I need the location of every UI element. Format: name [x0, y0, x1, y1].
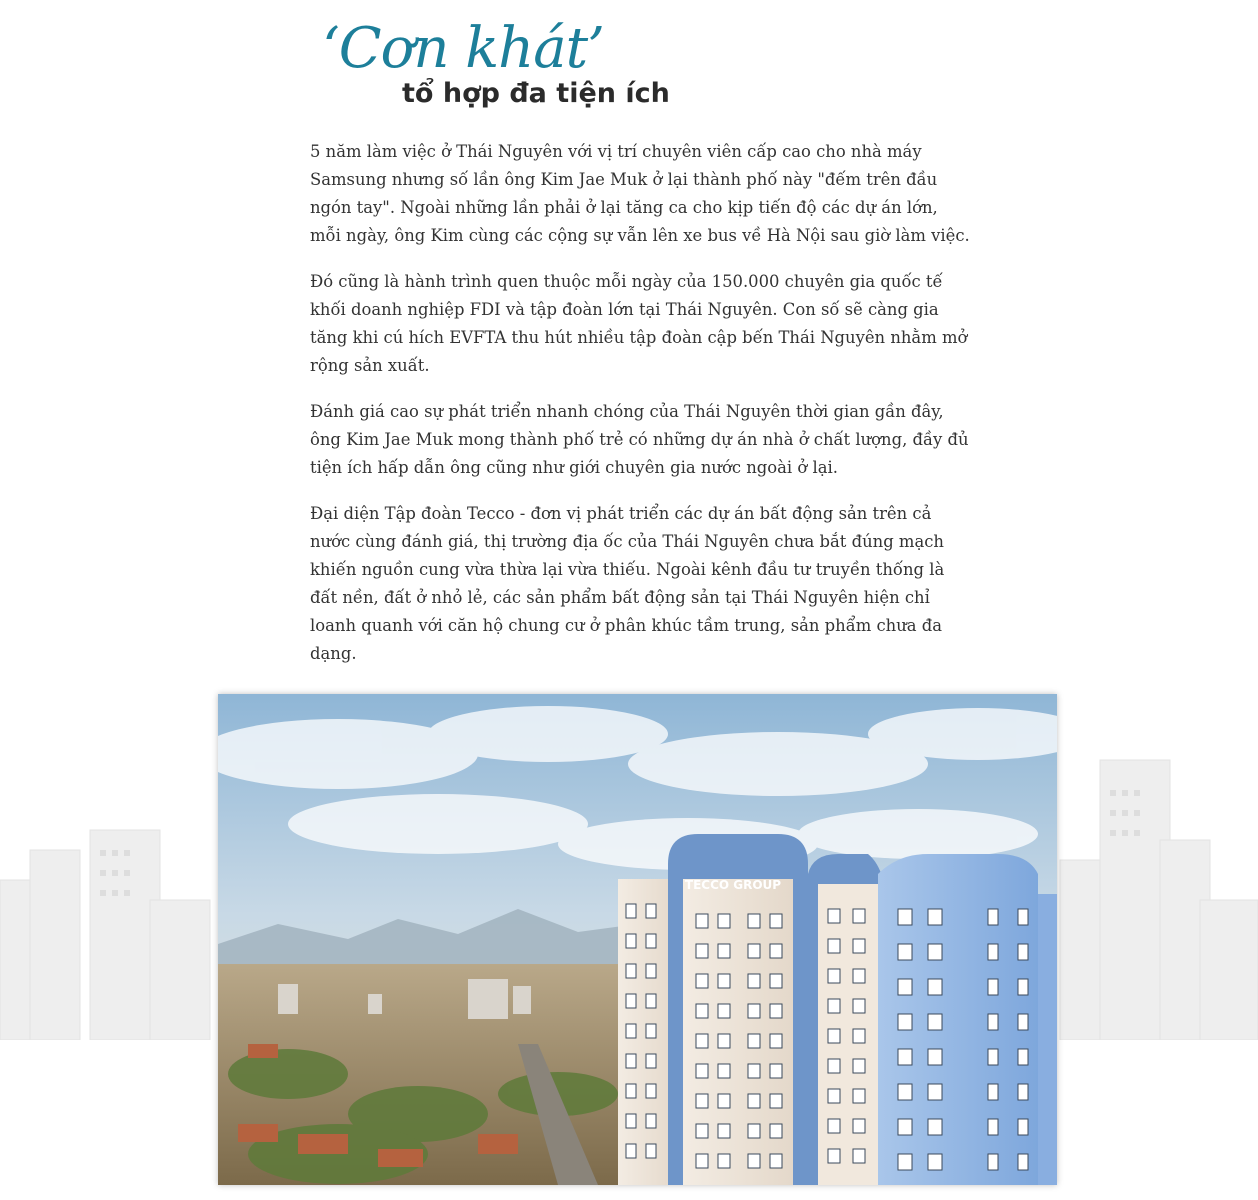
heading-subtitle: tổ hợp đa tiện ích — [402, 78, 670, 109]
section-heading — [322, 14, 742, 118]
paragraph: Đại diện Tập đoàn Tecco - đơn vị phát triển các dự án bất động sản trên cả nước cùng đánh giá, thị trường địa ốc của Thái Nguyên chưa bắt đúng mạch khiến nguồn cung vừa thừa lại vừa thiếu. Ngoài kênh đầu tư truyền thống là đất nền, đất ở nhỏ lẻ, các sản phẩm bất động sản tại Thái Nguyên hiện chỉ loanh quanh với căn hộ chung cư ở phân khúc tầm trung, sản phẩm chưa đa dạng. — [310, 504, 945, 663]
article-body — [310, 138, 970, 686]
paragraph: 5 năm làm việc ở Thái Nguyên với vị trí chuyên viên cấp cao cho nhà máy Samsung nhưng số lần ông Kim Jae Muk ở lại thành phố này "đếm trên đầu ngón tay". Ngoài những lần phải ở lại tăng ca cho kịp tiến độ các dự án lớn, mỗi ngày, ông Kim cùng các cộng sự vẫn lên xe bus về Hà Nội sau giờ làm việc. — [310, 142, 970, 245]
building-photo — [218, 694, 1057, 1185]
paragraph: Đánh giá cao sự phát triển nhanh chóng của Thái Nguyên thời gian gần đây, ông Kim Jae Muk mong thành phố trẻ có những dự án nhà ở chất lượng, đầy đủ tiện ích hấp dẫn ông cũng như giới chuyên gia nước ngoài ở lại. — [310, 402, 969, 477]
building-sign: TECCO GROUP — [684, 878, 782, 892]
paragraph: Đó cũng là hành trình quen thuộc mỗi ngày của 150.000 chuyên gia quốc tế khối doanh nghiệp FDI và tập đoàn lớn tại Thái Nguyên. Con số sẽ càng gia tăng khi cú hích EVFTA thu hút nhiều tập đoàn cập bến Thái Nguyên nhằm mở rộng sản xuất. — [310, 272, 968, 375]
heading-script: ‘Cơn khát’ — [322, 16, 604, 81]
